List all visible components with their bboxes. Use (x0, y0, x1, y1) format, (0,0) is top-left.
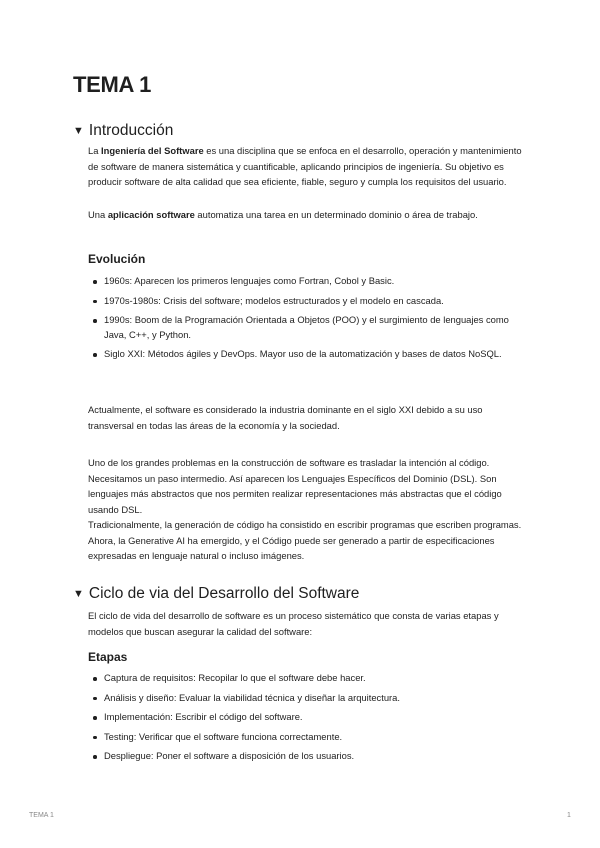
text: automatiza una tarea en un determinado dominio o área de trabajo. (194, 209, 478, 220)
paragraph-ingenieria-software (88, 143, 528, 190)
list-item: Análisis y diseño: Evaluar la viabilidad técnica y diseñar la arquitectura. (88, 691, 523, 706)
triangle-down-icon: ▼ (73, 125, 84, 137)
evolucion-list (88, 274, 523, 367)
etapas-list (88, 671, 523, 769)
triangle-down-icon: ▼ (73, 588, 84, 600)
page-title: TEMA 1 (73, 72, 152, 97)
text: La (88, 145, 102, 156)
list-item: 1990s: Boom de la Programación Orientada a Objetos (POO) y el surgimiento de lenguajes como Java, C++, y Python. (88, 313, 523, 342)
subheading-evolucion: Evolución (88, 252, 146, 266)
bold-term: Ingeniería del Software (101, 145, 204, 156)
paragraph-aplicacion-software (88, 207, 528, 223)
footer-title: TEMA 1 (29, 812, 54, 819)
subheading-etapas: Etapas (88, 650, 128, 664)
list-item: Siglo XXI: Métodos ágiles y DevOps. Mayor uso de la automatización y bases de datos NoSQL. (88, 347, 523, 362)
list-item: 1970s-1980s: Crisis del software; modelos estructurados y el modelo en cascada. (88, 294, 523, 309)
list-item: Despliegue: Poner el software a disposición de los usuarios. (88, 749, 523, 764)
paragraph-ciclo-vida: El ciclo de vida del desarrollo de software es un proceso sistemático que consta de varias etapas y modelos que buscan asegurar la calidad del software: (88, 610, 499, 637)
section-introduccion-toggle[interactable] (73, 122, 173, 140)
section-title-introduccion: Introducción (88, 122, 174, 139)
text: es una disciplina que se enfoca en el desarrollo, operación y mantenimiento de software de manera sistemática y cuantificable, aplicando principios de ingeniería. Su objetivo es producir software de alta calidad que sea eficiente, fiable, seguro y cumpla los requisitos del usuario. (88, 145, 522, 187)
section-title-ciclo-vida: Ciclo de via del Desarrollo del Software (88, 585, 360, 602)
text: Una (88, 209, 108, 220)
bold-term: aplicación software (107, 209, 195, 220)
list-item: Testing: Verificar que el software funciona correctamente. (88, 730, 523, 745)
list-item: Implementación: Escribir el código del software. (88, 710, 523, 725)
list-item: Captura de requisitos: Recopilar lo que el software debe hacer. (88, 671, 523, 686)
list-item: 1960s: Aparecen los primeros lenguajes como Fortran, Cobol y Basic. (88, 274, 523, 289)
paragraph-dsl: Uno de los grandes problemas en la construcción de software es trasladar la intención al código. Necesitamos un paso intermedio. Así aparecen los Lenguajes Específicos del Dominio (DSL). Son lenguajes más abstractos que nos permiten realizar representaciones más abstractas que el código usando DSL. (88, 457, 502, 515)
page-number: 1 (567, 812, 571, 819)
paragraph-generative-ai: Tradicionalmente, la generación de código ha consistido en escribir programas que escriben programas. Ahora, la Generative AI ha emergido, y el Código puede ser generado a partir de especificaciones expresadas en lenguaje natural o incluso imágenes. (88, 519, 522, 561)
section-ciclo-vida-toggle[interactable] (73, 585, 359, 603)
paragraph-actualmente: Actualmente, el software es considerado la industria dominante en el siglo XXI debido a su uso transversal en todas las áreas de la economía y la sociedad. (88, 404, 483, 431)
